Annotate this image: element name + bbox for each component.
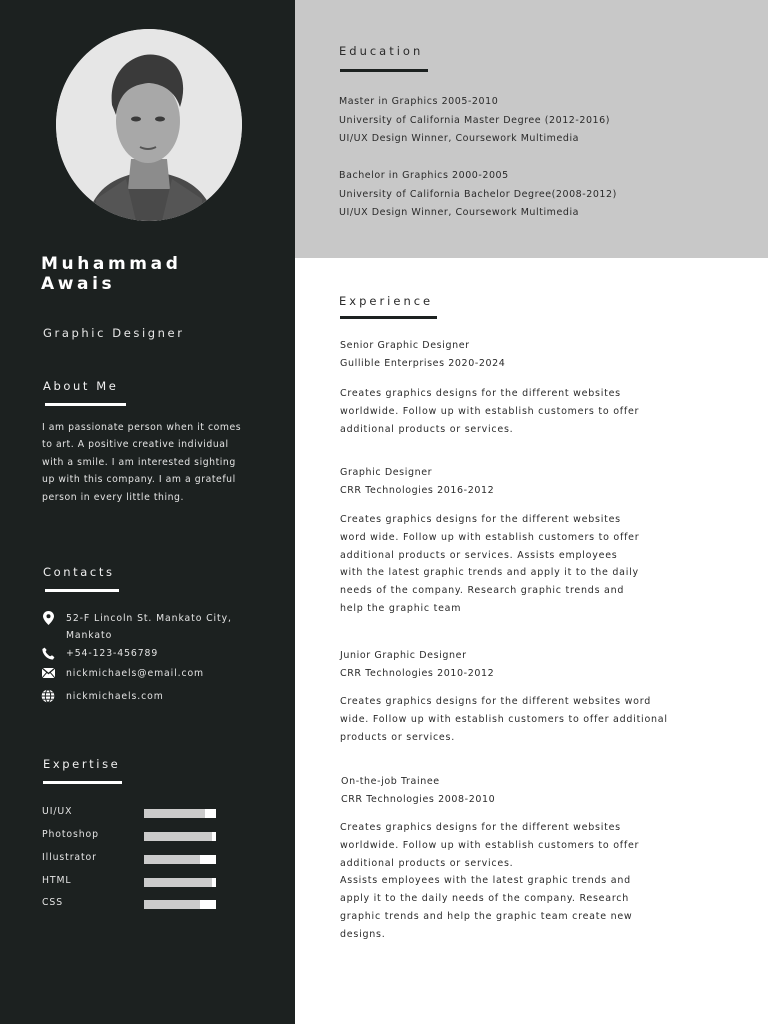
job-title: Junior Graphic Designer xyxy=(340,650,467,661)
job-header xyxy=(340,337,505,373)
contacts-heading: Contacts xyxy=(43,565,115,579)
about-line: to art. A positive creative individual xyxy=(42,439,229,451)
desc-line: worldwide. Follow up with establish customers to offer xyxy=(340,839,640,851)
contact-phone xyxy=(40,645,158,663)
skill-bar xyxy=(144,878,216,887)
sidebar xyxy=(0,0,295,1024)
skill-label: Illustrator xyxy=(42,852,97,863)
job-header xyxy=(340,647,494,683)
contact-email xyxy=(40,665,204,683)
desc-line: graphic trends and help the graphic team create new xyxy=(340,910,633,922)
degree-award: UI/UX Design Winner, Coursework Multimedia xyxy=(339,207,579,218)
job-header xyxy=(340,464,494,500)
desc-line: additional products or services. xyxy=(340,857,514,869)
about-line: with a smile. I am interested sighting xyxy=(42,456,236,468)
skill-row xyxy=(42,897,222,911)
skill-bar xyxy=(144,809,216,818)
desc-line: additional products or services. xyxy=(340,423,514,435)
about-text xyxy=(42,419,267,506)
address-line: Mankato xyxy=(66,630,113,641)
experience-heading: Experience xyxy=(339,294,434,308)
skill-label: CSS xyxy=(42,897,63,908)
skill-bar xyxy=(144,900,216,909)
desc-line: Creates graphics designs for the different websites xyxy=(340,388,621,399)
job-company: Gullible Enterprises 2020-2024 xyxy=(340,358,506,369)
desc-line: wide. Follow up with establish customers to offer additional xyxy=(340,713,668,725)
skill-fill xyxy=(144,878,212,887)
skill-fill xyxy=(144,900,200,909)
email-address: nickmichaels@email.com xyxy=(66,668,205,679)
contact-address xyxy=(40,610,232,641)
map-pin-icon xyxy=(40,610,56,626)
globe-icon xyxy=(40,688,56,704)
desc-line: Assists employees with the latest graphic trends and xyxy=(340,875,631,887)
address-line: 52-F Lincoln St. Mankato City, xyxy=(66,613,232,624)
about-heading: About Me xyxy=(43,379,119,393)
desc-line: apply it to the daily needs of the company. Research xyxy=(340,893,630,905)
job-company: CRR Technologies 2016-2012 xyxy=(340,485,495,496)
skill-row xyxy=(42,829,222,843)
job-description xyxy=(340,819,639,944)
website-url: nickmichaels.com xyxy=(66,691,164,702)
last-name: Awais xyxy=(41,274,116,294)
contact-website xyxy=(40,688,164,706)
degree-school: University of California Bachelor Degree(2008-2012) xyxy=(339,188,617,200)
desc-line: help the graphic team xyxy=(340,602,462,614)
job-title: Graphic Designer xyxy=(340,467,433,478)
desc-line: word wide. Follow up with establish customers to offer xyxy=(340,531,640,543)
degree-title: Master in Graphics 2005-2010 xyxy=(339,96,499,107)
skill-label: UI/UX xyxy=(42,806,73,817)
job-description xyxy=(340,693,668,746)
job-title: Senior Graphic Designer xyxy=(340,340,470,351)
job-description xyxy=(340,511,639,618)
phone-icon xyxy=(40,645,56,661)
education-divider xyxy=(340,69,428,72)
expertise-heading: Expertise xyxy=(43,757,121,771)
experience-divider xyxy=(340,316,437,319)
skill-row xyxy=(42,806,222,820)
envelope-icon xyxy=(40,665,56,681)
about-divider xyxy=(45,403,126,406)
about-line: up with this company. I am a grateful xyxy=(42,474,236,486)
expertise-divider xyxy=(43,781,122,784)
skill-label: HTML xyxy=(42,875,72,886)
skill-bar xyxy=(144,855,216,864)
desc-line: with the latest graphic trends and apply it to the daily xyxy=(340,567,639,579)
education-entry xyxy=(339,93,610,149)
desc-line: additional products or services. Assists employees xyxy=(340,549,618,561)
job-description xyxy=(340,385,639,438)
profile-photo xyxy=(56,29,242,221)
phone-number: +54-123-456789 xyxy=(66,648,159,659)
job-title: On-the-job Trainee xyxy=(341,776,440,787)
skill-label: Photoshop xyxy=(42,829,99,840)
job-company: CRR Technologies 2008-2010 xyxy=(341,794,496,805)
desc-line: worldwide. Follow up with establish customers to offer xyxy=(340,405,640,417)
skill-bar xyxy=(144,832,216,841)
about-line: person in every little thing. xyxy=(42,491,185,503)
skill-row xyxy=(42,875,222,889)
degree-award: UI/UX Design Winner, Coursework Multimedia xyxy=(339,133,579,144)
job-header xyxy=(341,773,495,809)
first-name: Muhammad xyxy=(41,254,182,274)
about-line: I am passionate person when it comes xyxy=(42,422,242,433)
desc-line: products or services. xyxy=(340,731,455,743)
skill-fill xyxy=(144,809,205,818)
contacts-divider xyxy=(45,589,119,592)
education-entry xyxy=(339,167,617,223)
skill-fill xyxy=(144,855,200,864)
skill-row xyxy=(42,852,222,866)
desc-line: Creates graphics designs for the different websites word xyxy=(340,696,651,707)
education-heading: Education xyxy=(339,44,424,58)
desc-line: needs of the company. Research graphic trends and xyxy=(340,585,625,597)
desc-line: Creates graphics designs for the different websites xyxy=(340,514,621,525)
degree-school: University of California Master Degree (2012-2016) xyxy=(339,114,611,126)
degree-title: Bachelor in Graphics 2000-2005 xyxy=(339,170,509,181)
job-role: Graphic Designer xyxy=(43,326,185,340)
skill-fill xyxy=(144,832,212,841)
desc-line: Creates graphics designs for the different websites xyxy=(340,822,621,833)
job-company: CRR Technologies 2010-2012 xyxy=(340,668,495,679)
desc-line: designs. xyxy=(340,928,386,940)
candidate-name xyxy=(41,254,181,294)
